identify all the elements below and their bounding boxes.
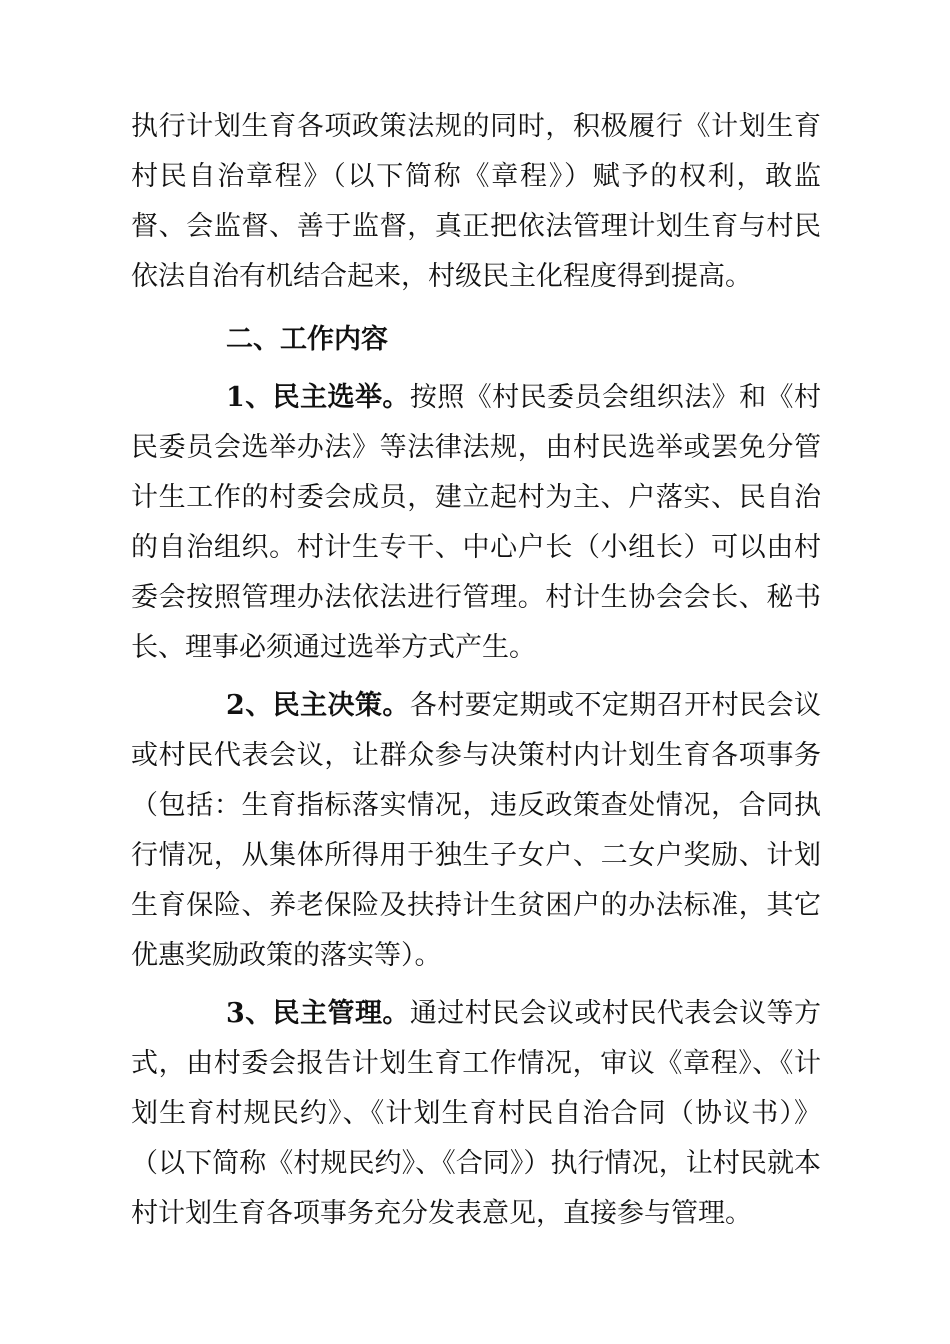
spacer: [131, 365, 821, 373]
paragraph-item-2: [131, 681, 821, 981]
spacer: [131, 673, 821, 681]
item-3-body: 通过村民会议或村民代表会议等方式，由村委会报告计划生育工作情况，审议《章程》、《计划生育村规民约》、《计划生育村民自治合同（协议书）》（以下简称《村规民约》、《合同》）执行情况，让村民就本村计划生育各项事务充分发表意见，直接参与管理。: [131, 998, 821, 1229]
spacer: [131, 981, 821, 989]
item-1-body: 按照《村民委员会组织法》和《村民委员会选举办法》等法律法规，由村民选举或罢免分管计生工作的村委会成员，建立起村为主、户落实、民自治的自治组织。村计生专干、中心户长（小组长）可以由村委会按照管理办法依法进行管理。村计生协会会长、秘书长、理事必须通过选举方式产生。: [131, 382, 821, 663]
item-2-title: 2、民主决策。: [226, 690, 410, 721]
paragraph-item-1: [131, 373, 821, 673]
paragraph-item-3: [131, 989, 821, 1239]
item-3-title: 3、民主管理。: [226, 998, 410, 1029]
paragraph-intro: 执行计划生育各项政策法规的同时，积极履行《计划生育村民自治章程》（以下简称《章程》）赋予的权利，敢监督、会监督、善于监督，真正把依法管理计划生育与村民依法自治有机结合起来，村级民主化程度得到提高。: [131, 111, 821, 292]
document-page: [131, 102, 821, 1239]
item-1-title: 1、民主选举。: [226, 382, 410, 413]
section-heading: 二、工作内容: [226, 324, 388, 355]
spacer: [131, 302, 821, 310]
item-2-body: 各村要定期或不定期召开村民会议或村民代表会议，让群众参与决策村内计划生育各项事务（包括：生育指标落实情况，违反政策查处情况，合同执行情况，从集体所得用于独生子女户、二女户奖励、计划生育保险、养老保险及扶持计生贫困户的办法标准，其它优惠奖励政策的落实等）。: [131, 690, 821, 971]
